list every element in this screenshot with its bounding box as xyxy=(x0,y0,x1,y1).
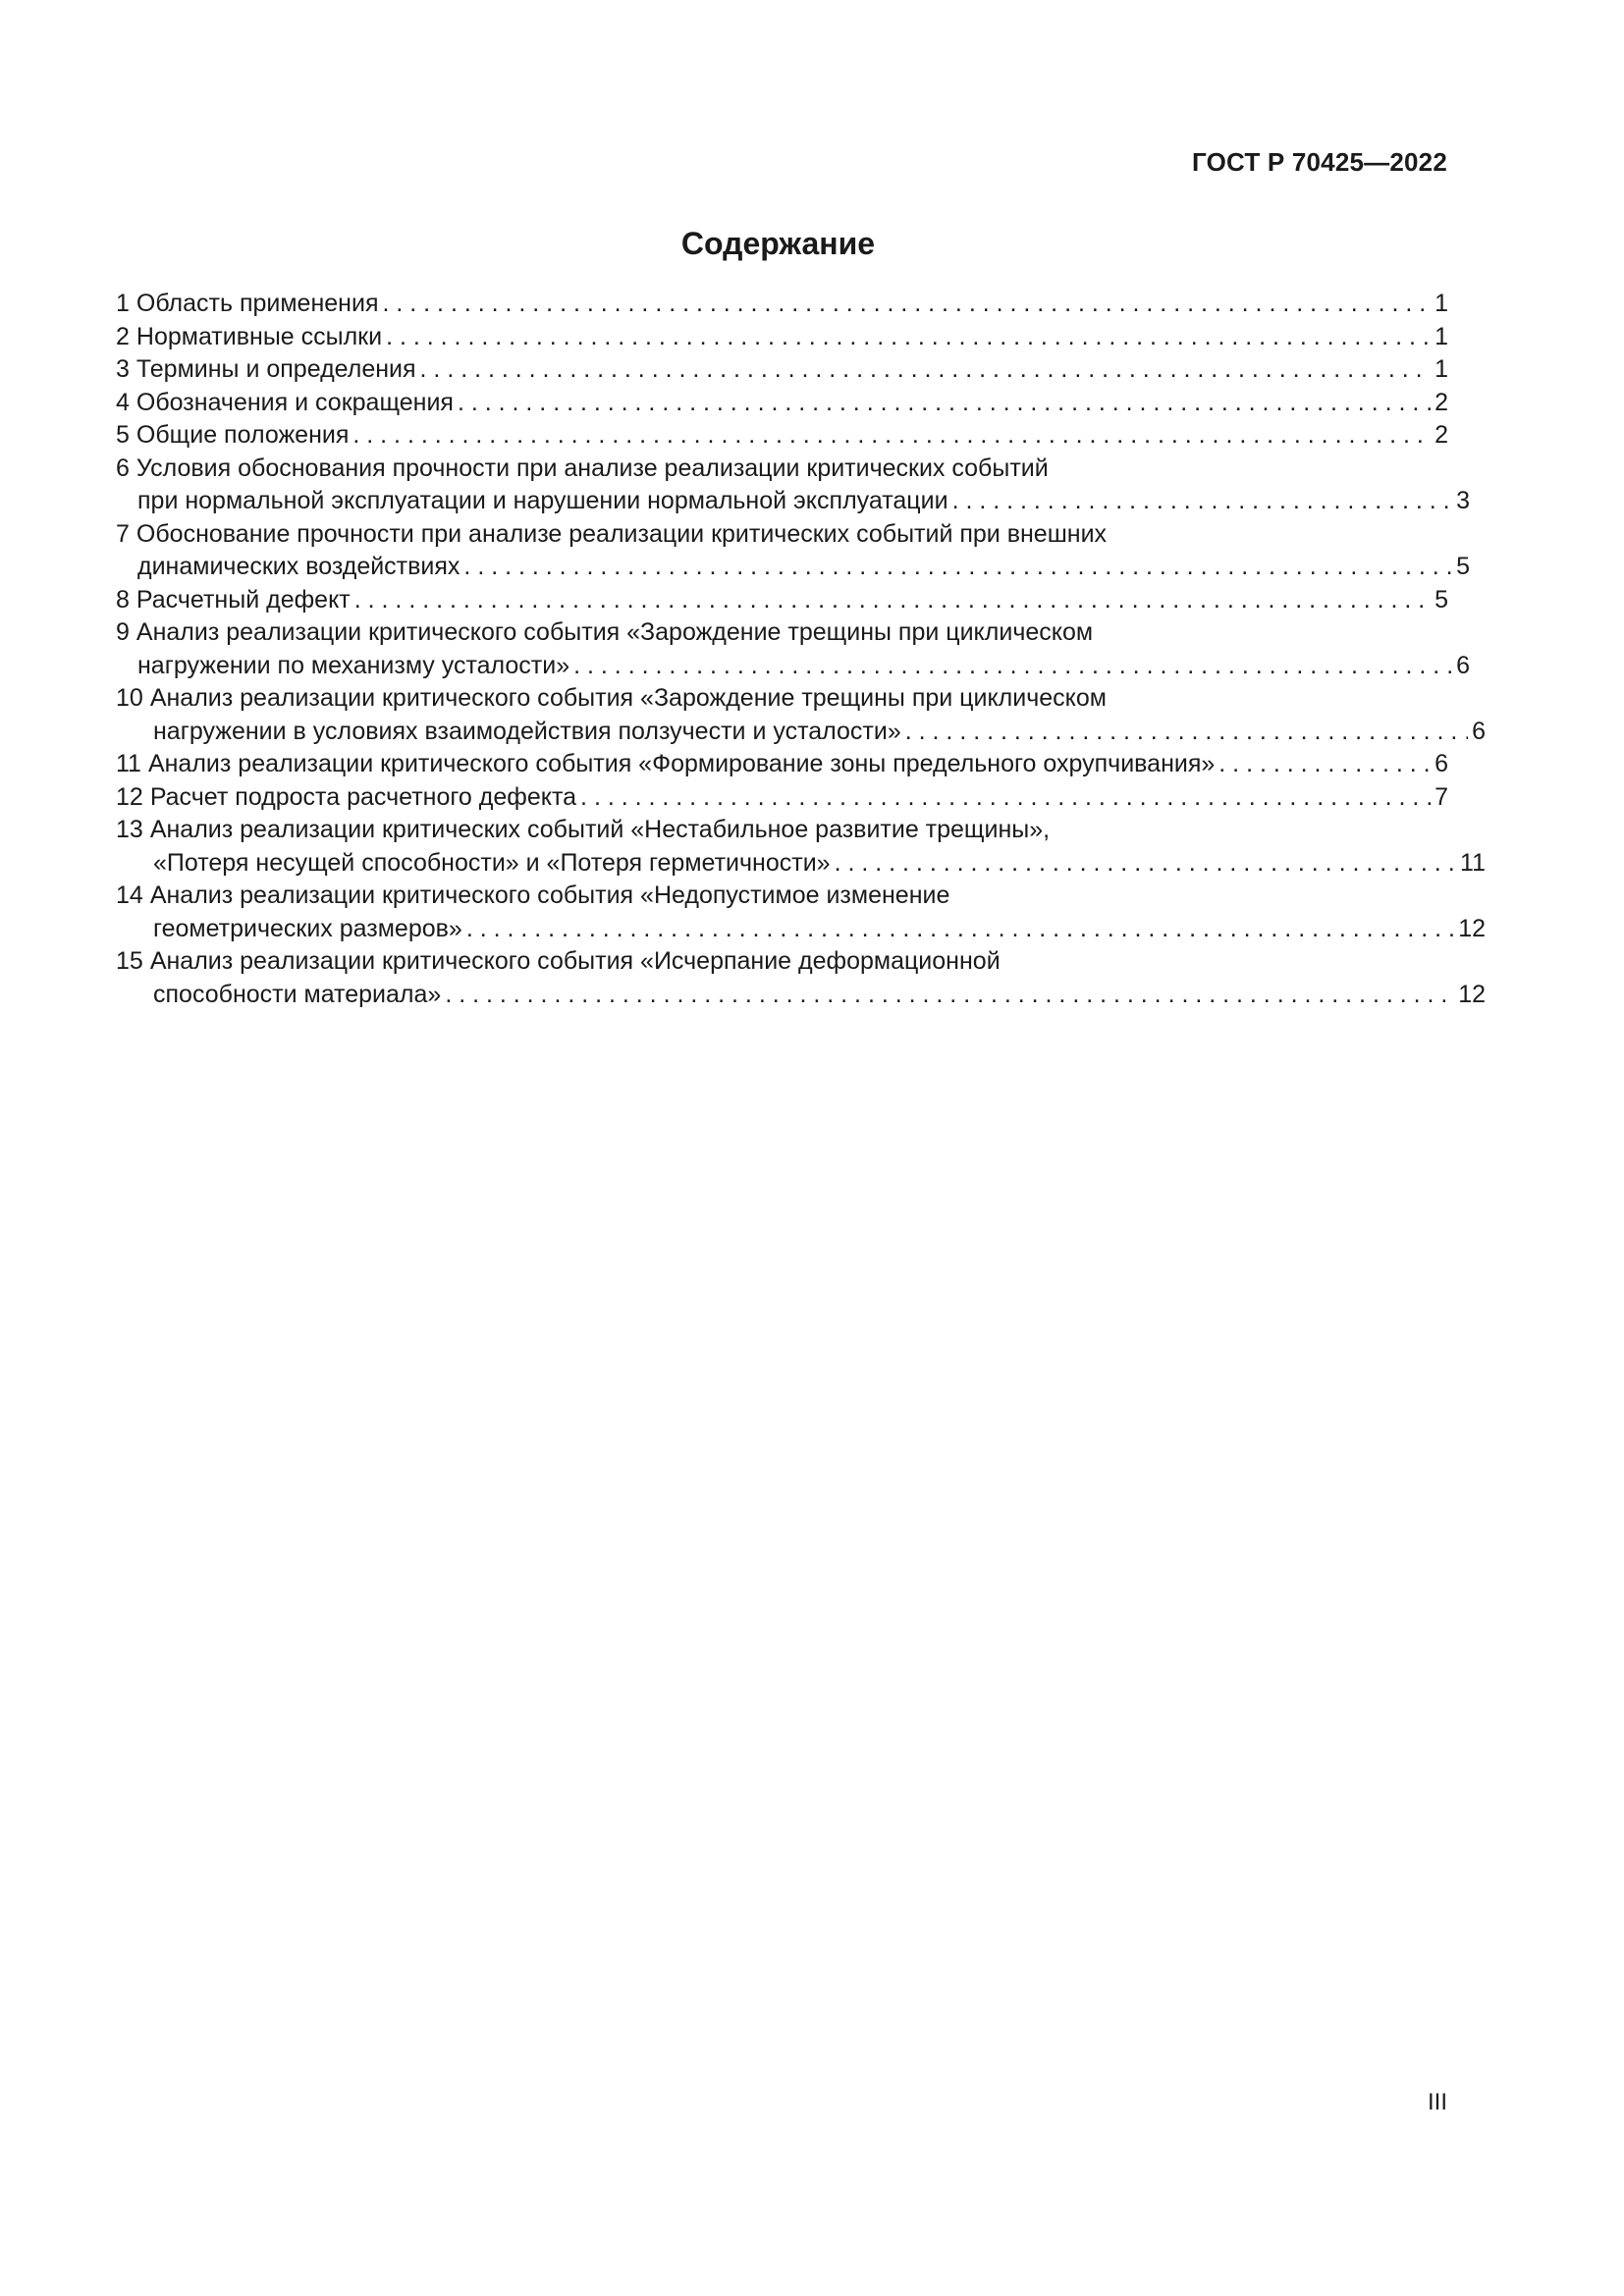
toc-entry[interactable] xyxy=(116,419,1448,453)
dot-leader xyxy=(580,781,1431,815)
toc-entry-page: 12 xyxy=(1458,980,1486,1008)
toc-entry-line xyxy=(116,847,1486,881)
toc-entry-line xyxy=(116,616,1448,650)
dot-leader xyxy=(466,913,1454,946)
toc-entry-title: геометрических размеров» xyxy=(153,914,462,942)
toc-entry-line xyxy=(116,650,1470,683)
dot-leader xyxy=(952,485,1453,518)
dot-leader xyxy=(835,847,1456,881)
toc-entry-title: Общие положения xyxy=(135,421,350,449)
toc-entry-title: динамических воздействиях xyxy=(137,553,460,580)
toc-entry-number: 9 xyxy=(116,618,130,646)
toc-entry-title: Обоснование прочности при анализе реализации критических событий при внешних xyxy=(135,519,1108,548)
dot-leader xyxy=(1218,748,1431,781)
toc-entry[interactable] xyxy=(116,748,1448,781)
toc-entry-line xyxy=(116,453,1448,486)
toc-entry-line xyxy=(116,748,1448,781)
toc-entry-title: Анализ реализации критического события «Зарождение трещины при циклическом xyxy=(135,618,1094,646)
toc-entry-line xyxy=(116,485,1470,518)
toc-entry-number: 15 xyxy=(116,947,143,975)
dot-leader xyxy=(463,551,1452,584)
toc-entry-line xyxy=(116,321,1448,354)
toc-entry-page: 1 xyxy=(1435,290,1448,317)
toc-entry-line xyxy=(116,814,1448,847)
toc-entry-title: Анализ реализации критического события «Формирование зоны предельного охрупчивания» xyxy=(147,750,1216,777)
toc-entry-number: 13 xyxy=(116,816,143,843)
toc-entry-line xyxy=(116,979,1486,1012)
toc-entry-line xyxy=(116,584,1448,617)
toc-entry[interactable] xyxy=(116,453,1470,518)
dot-leader xyxy=(905,716,1468,749)
toc-entry-title: нагружении по механизму усталости» xyxy=(137,651,570,679)
toc-entry-line xyxy=(116,288,1448,321)
toc-entry-title: Область применения xyxy=(135,290,379,317)
toc-entry-page: 12 xyxy=(1458,914,1486,942)
toc-entry-title: Анализ реализации критического события «Исчерпание деформационной xyxy=(149,947,1001,975)
toc-entry-page: 1 xyxy=(1435,355,1448,383)
toc-entry[interactable] xyxy=(116,682,1486,748)
toc-entry[interactable] xyxy=(116,321,1448,354)
toc-entry-title: способности материала» xyxy=(153,980,442,1008)
toc-entry-line xyxy=(116,913,1486,946)
toc-entry-title: Анализ реализации критического события «Зарождение трещины при циклическом xyxy=(149,684,1107,712)
toc-entry-number: 3 xyxy=(116,355,130,383)
toc-entry-line xyxy=(116,387,1448,420)
dot-leader xyxy=(382,288,1431,321)
toc-entry[interactable] xyxy=(116,518,1470,584)
toc-entry-page: 7 xyxy=(1435,782,1448,811)
toc-entry-page: 11 xyxy=(1460,848,1486,877)
toc-entry-page: 2 xyxy=(1435,421,1448,449)
dot-leader xyxy=(354,584,1431,617)
toc-entry-number: 12 xyxy=(116,782,143,811)
page-number: III xyxy=(1427,2089,1447,2115)
toc-entry-line xyxy=(116,353,1448,387)
toc-entry-number: 4 xyxy=(116,388,130,416)
toc-entry-number: 14 xyxy=(116,881,143,909)
toc-entry-title: Условия обоснования прочности при анализе реализации критических событий xyxy=(135,454,1049,482)
toc-entry-title: Расчетный дефект xyxy=(135,585,351,614)
toc-entry-title: нагружении в условиях взаимодействия ползучести и усталости» xyxy=(153,717,901,745)
toc-entry-page: 3 xyxy=(1456,487,1470,514)
dot-leader xyxy=(386,321,1431,354)
toc-entry-title: Анализ реализации критического события «Недопустимое изменение xyxy=(149,881,950,909)
toc-entry-page: 2 xyxy=(1435,388,1448,416)
toc-entry-page: 6 xyxy=(1435,750,1448,777)
toc-entry-line xyxy=(116,781,1448,815)
toc-entry-page: 1 xyxy=(1435,322,1448,350)
toc-entry[interactable] xyxy=(116,616,1470,682)
toc-entry[interactable] xyxy=(116,387,1448,420)
toc-entry[interactable] xyxy=(116,781,1448,815)
dot-leader xyxy=(420,353,1432,387)
toc-entry-title: Анализ реализации критических событий «Нестабильное развитие трещины», xyxy=(149,816,1051,843)
toc-entry-line xyxy=(116,419,1448,453)
toc-entry-title: Обозначения и сокращения xyxy=(135,388,454,416)
toc-entry-title: Расчет подроста расчетного дефекта xyxy=(149,782,577,811)
toc-entry-number: 8 xyxy=(116,585,130,614)
dot-leader xyxy=(458,387,1431,420)
toc-title: Содержание xyxy=(680,226,876,261)
toc-entry-page: 5 xyxy=(1456,553,1470,580)
toc-entry[interactable] xyxy=(116,880,1486,945)
document-code: ГОСТ Р 70425—2022 xyxy=(1192,147,1447,177)
toc-entry-line xyxy=(116,551,1470,584)
toc-entry-title: Термины и определения xyxy=(135,355,416,383)
toc-entry-line xyxy=(116,682,1448,716)
toc-entry-page: 6 xyxy=(1456,651,1470,679)
toc-entry-line xyxy=(116,945,1448,979)
toc-entry-line xyxy=(116,716,1486,749)
toc-entry-page: 6 xyxy=(1472,717,1486,745)
toc-entry-line xyxy=(116,880,1448,913)
toc-entry-title: при нормальной эксплуатации и нарушении нормальной эксплуатации xyxy=(137,487,948,514)
toc-entry-number: 11 xyxy=(116,750,141,777)
toc-entry-line xyxy=(116,518,1448,552)
dot-leader xyxy=(573,650,1452,683)
toc-entry[interactable] xyxy=(116,945,1486,1011)
dot-leader xyxy=(445,979,1454,1012)
toc-entry-number: 1 xyxy=(116,290,130,317)
toc-entry-title: Нормативные ссылки xyxy=(135,322,383,350)
toc-entry-number: 5 xyxy=(116,421,130,449)
toc-entry[interactable] xyxy=(116,353,1448,387)
toc-entry-page: 5 xyxy=(1435,585,1448,614)
toc-entry-number: 7 xyxy=(116,519,130,548)
toc-entry[interactable] xyxy=(116,288,1448,321)
toc-entry[interactable] xyxy=(116,814,1486,880)
table-of-contents xyxy=(116,288,1486,1011)
toc-entry-title: «Потеря несущей способности» и «Потеря герметичности» xyxy=(153,848,831,877)
toc-entry-number: 10 xyxy=(116,684,143,712)
dot-leader xyxy=(352,419,1431,453)
toc-entry[interactable] xyxy=(116,584,1448,617)
toc-entry-number: 6 xyxy=(116,454,130,482)
toc-entry-number: 2 xyxy=(116,322,130,350)
